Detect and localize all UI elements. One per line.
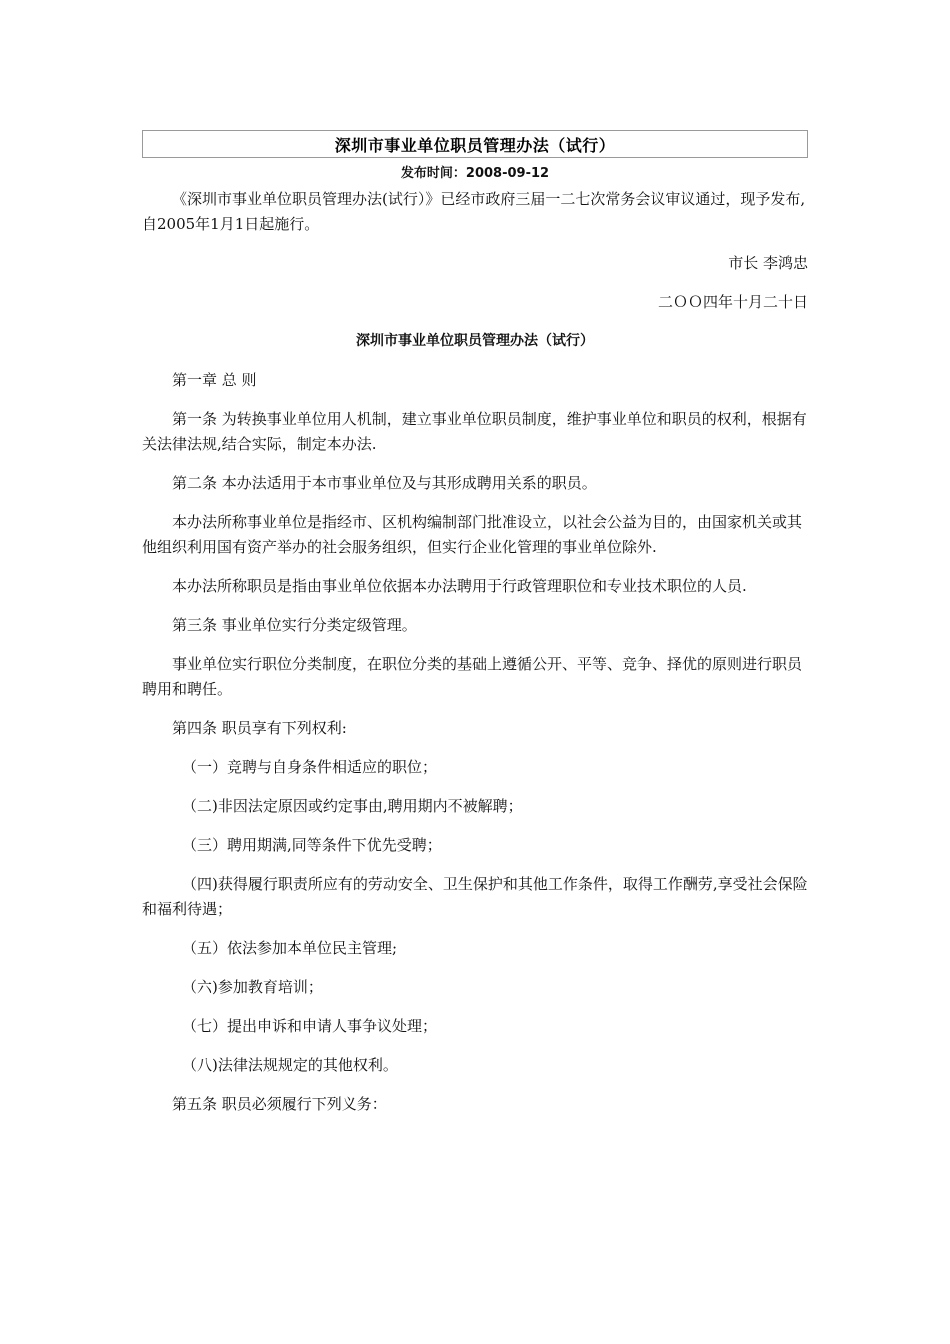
right-item-8: （八)法律法规规定的其他权利。 [182,1056,398,1074]
chapter-heading: 第一章 总 则 [172,371,257,389]
signature: 市长 李鸿忠 [728,254,808,272]
right-item-6: （六)参加教育培训； [182,978,323,996]
title-box [142,130,808,158]
publish-date: 发布时间：2008-09-12 [400,166,550,181]
article-2-paragraph-2: 本办法所称事业单位是指经市、区机构编制部门批准设立，以社会公益为目的，由国家机关或其他组织利用国有资产举办的社会服务组织，但实行企业化管理的事业单位除外. [142,513,803,556]
right-item-3: （三）聘用期满,同等条件下优先受聘； [182,836,442,854]
article-1: 第一条 为转换事业单位用人机制，建立事业单位职员制度，维护事业单位和职员的权利，根据有关法律法规,结合实际，制定本办法. [142,410,807,453]
right-item-5: （五）依法参加本单位民主管理; [182,939,398,957]
preamble-text: 《深圳市事业单位职员管理办法(试行）》已经市政府三届一二七次常务会议审议通过，现予发布,自2005年1月1日起施行。 [142,190,806,233]
article-4: 第四条 职员享有下列权利: [172,719,347,737]
article-5: 第五条 职员必须履行下列义务： [172,1095,387,1113]
article-3: 第三条 事业单位实行分类定级管理。 [172,616,417,634]
article-2: 第二条 本办法适用于本市事业单位及与其形成聘用关系的职员。 [172,474,597,492]
document-subtitle: 深圳市事业单位职员管理办法（试行） [356,333,594,349]
right-item-2: （二)非因法定原因或约定事由,聘用期内不被解聘； [182,797,523,815]
right-item-1: （一）竞聘与自身条件相适应的职位； [182,758,438,776]
right-item-7: （七）提出申诉和申请人事争议处理； [182,1017,438,1035]
article-3-paragraph-2: 事业单位实行职位分类制度，在职位分类的基础上遵循公开、平等、竞争、择优的原则进行职员聘用和聘任。 [142,655,803,698]
document-page [142,130,808,1117]
signing-date: 二ＯＯ四年十月二十日 [657,293,808,311]
article-2-paragraph-3: 本办法所称职员是指由事业单位依据本办法聘用于行政管理职位和专业技术职位的人员. [172,577,747,595]
document-title: 深圳市事业单位职员管理办法（试行） [334,135,616,155]
right-item-4: （四)获得履行职责所应有的劳动安全、卫生保护和其他工作条件，取得工作酬劳,享受社会保险和福利待遇； [142,875,808,918]
